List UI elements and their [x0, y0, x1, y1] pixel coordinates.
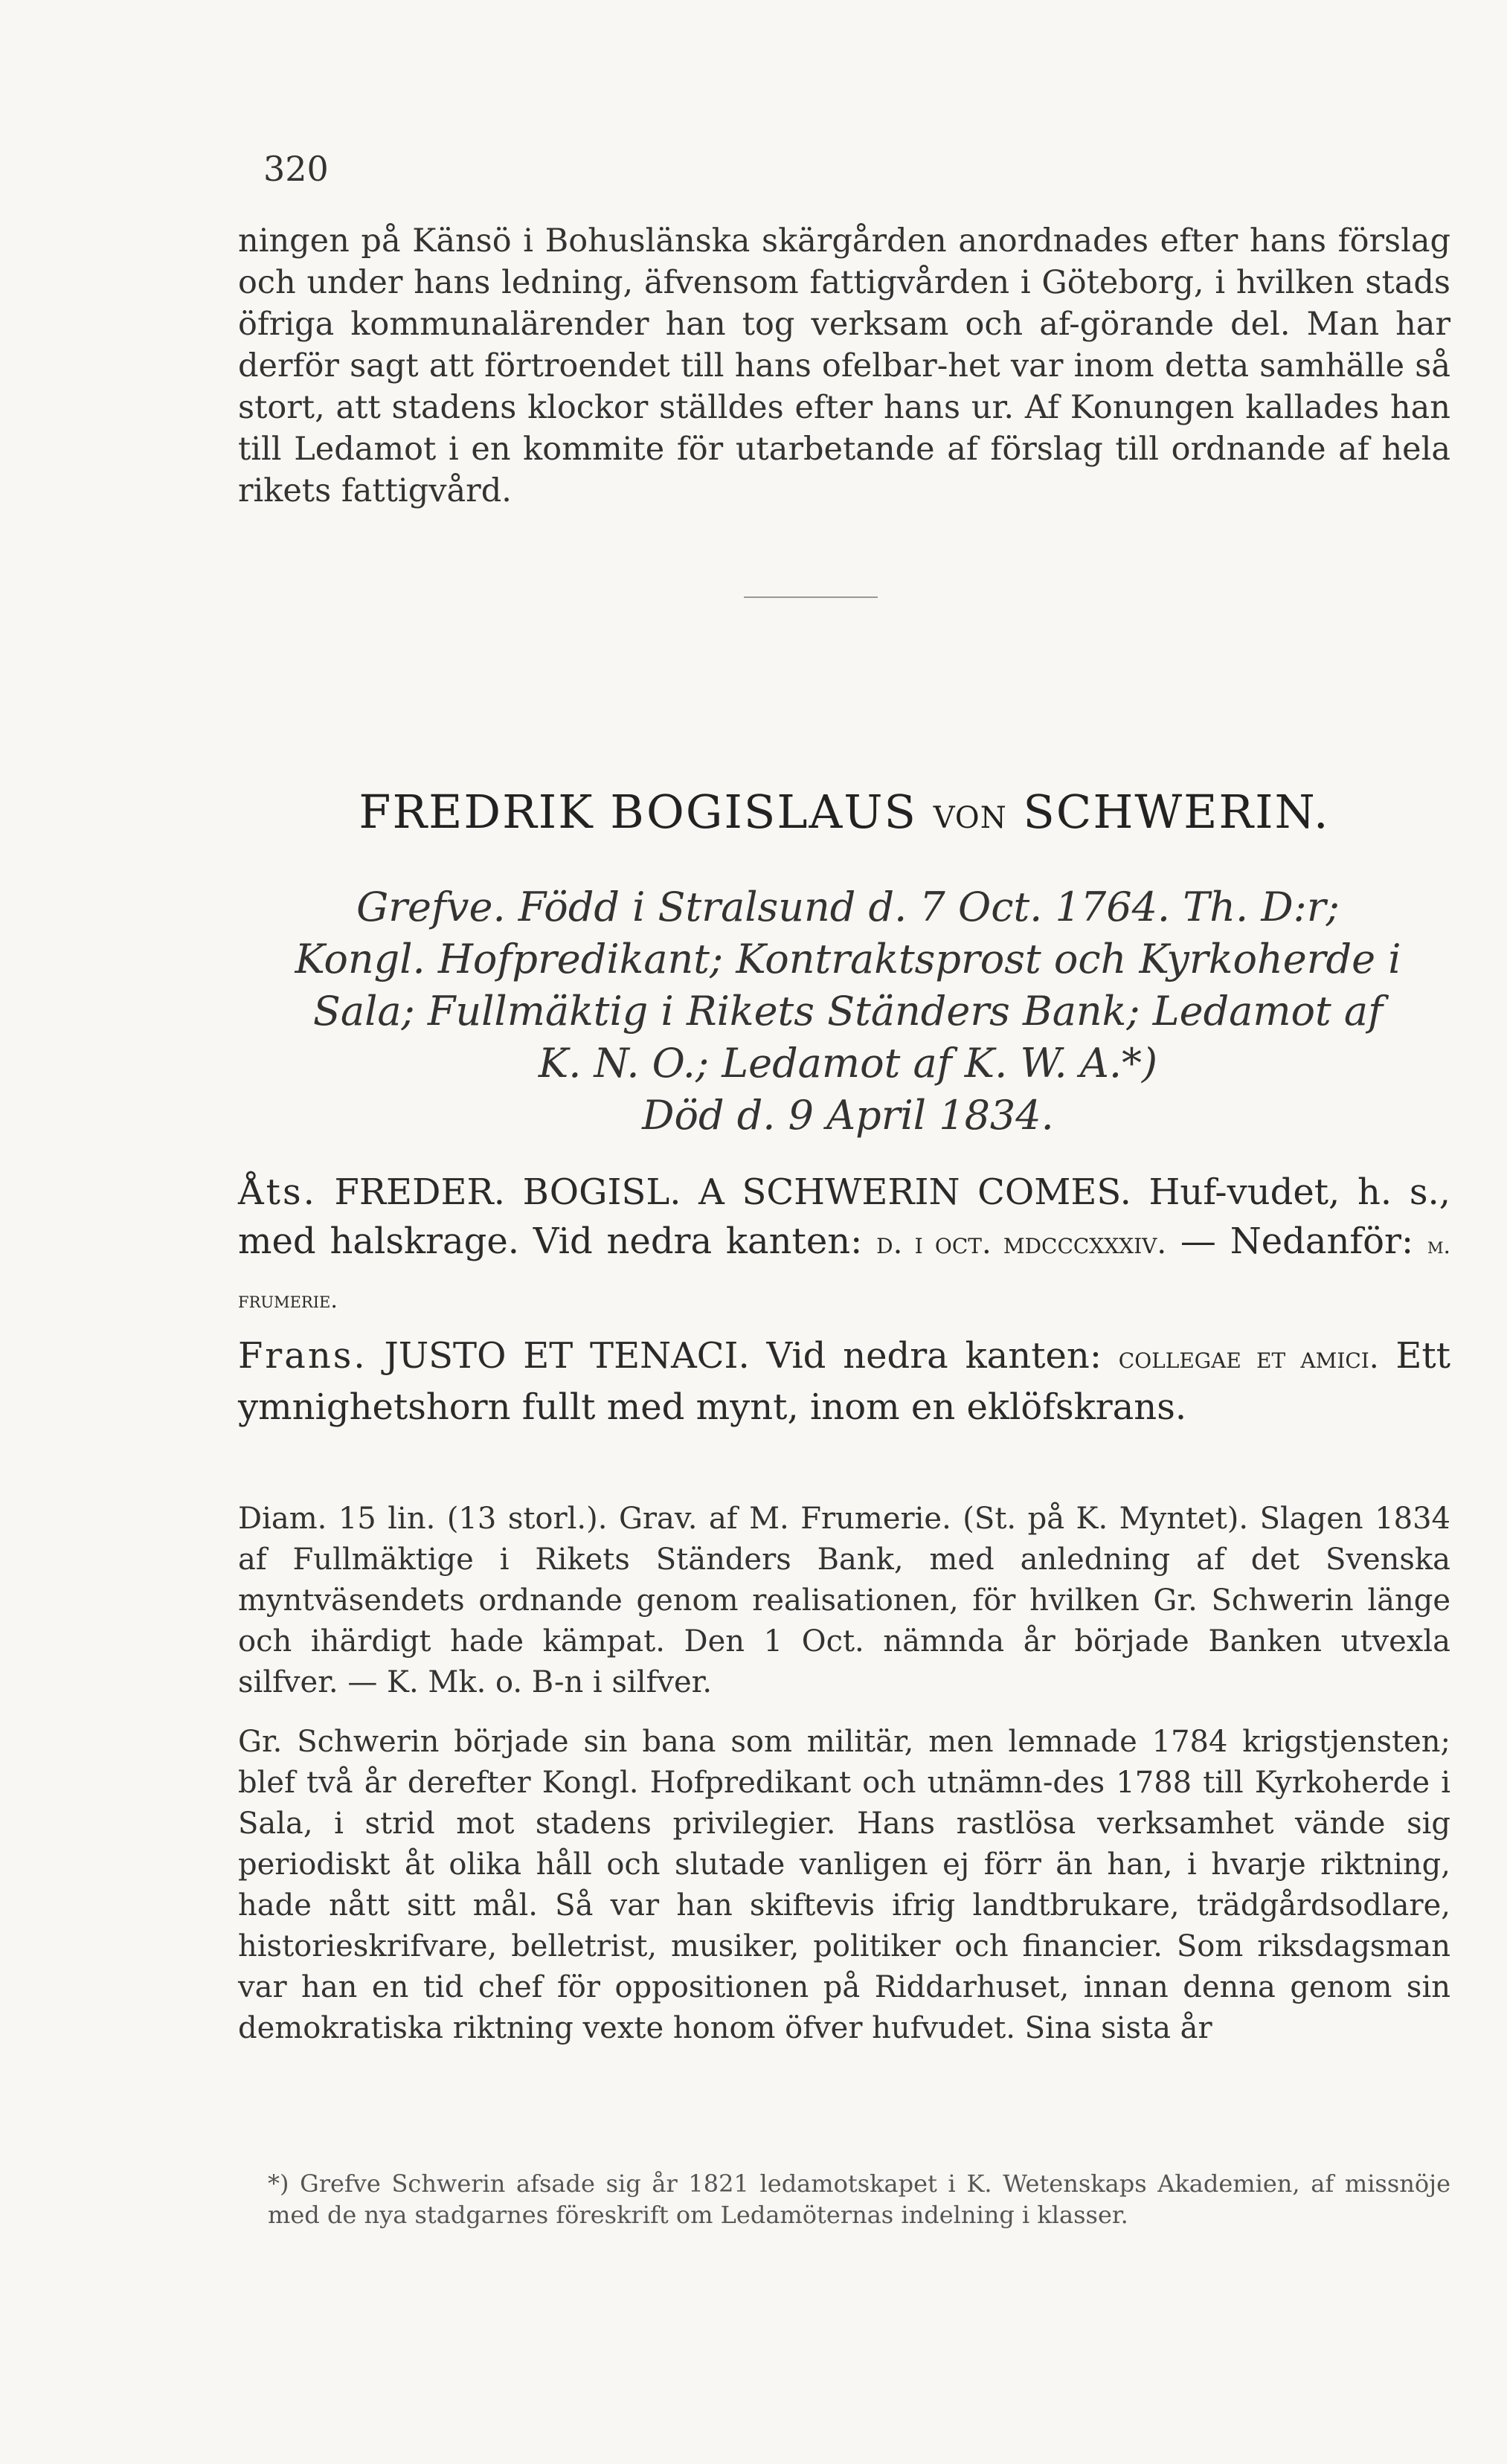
bio-line-1: Grefve. Född i Stralsund d. 7 Oct. 1764. Th. D:r; — [356, 884, 1340, 930]
footnote — [268, 2168, 1450, 2230]
intro-text: ningen på Känsö i Bohuslänska skärgården anordnades efter hans förslag och under hans ledning, äfvensom fattigvården i Göteborg, i hvilken stads öfriga kommunalärender han tog verksam och af-görande del. Man har derför sagt att förtroendet till hans ofelbar-het var inom detta samhälle så stort, att stadens klockor ställdes efter hans ur. Af Konungen kallades han till Ledamot i en kommite för utarbetande af förslag till ordnande af hela rikets fattigvård. — [238, 222, 1450, 509]
medal-details — [238, 1499, 1450, 1703]
obverse-description — [238, 1168, 1450, 1325]
biographical-history — [238, 1722, 1450, 2049]
reverse-text — [238, 1331, 1450, 1432]
history-text: Gr. Schwerin började sin bana som militär, men lemnade 1784 krigstjensten; blef två år derefter Kongl. Hofpredikant och utnämn-des 1788 till Kyrkoherde i Sala, i strid mot stadens privilegier. Hans rastlösa verksamhet vände sig periodiskt åt olika håll och slutade vanligen ej förr än han, i hvarje riktning, hade nått sitt mål. Så var han skiftevis ifrig landtbrukare, trädgårdsodlare, historieskrifvare, belletrist, musiker, politiker och financier. Som riksdagsman var han en tid chef för oppositionen på Riddarhuset, innan denna genom sin demokratiska riktning vexte honom öfver hufvudet. Sina sista år — [238, 1725, 1450, 2045]
bio-line-5: Död d. 9 April 1834. — [642, 1092, 1054, 1139]
heading-name-part2: SCHWERIN. — [1023, 785, 1330, 839]
heading-name-part1: FREDRIK BOGISLAUS — [359, 785, 917, 839]
reverse-edge-inscription: collegae et amici. — [1118, 1341, 1379, 1375]
obverse-below-label: — Nedanför: — [1180, 1220, 1414, 1262]
reverse-description — [238, 1331, 1450, 1432]
reverse-inscription: JUSTO ET TENACI. Vid nedra kanten: — [384, 1335, 1102, 1377]
obverse-engraver: m. frumerie. — [238, 1233, 1451, 1313]
heading-von: VON — [933, 801, 1007, 835]
page-number: 320 — [263, 149, 329, 189]
medal-heading — [238, 785, 1450, 839]
biography-block — [283, 881, 1413, 1142]
intro-paragraph — [238, 220, 1450, 512]
reverse-motif: Ett ymnighetshorn fullt med mynt, inom en eklöfskrans. — [238, 1335, 1450, 1428]
bio-line-4: K. N. O.; Ledamot af K. W. A.*) — [538, 1040, 1158, 1087]
section-divider — [744, 596, 878, 598]
obverse-inscription: FREDER. BOGISL. A SCHWERIN COMES. Huf-vudet, h. s., med halskrage. Vid nedra kanten: — [238, 1171, 1450, 1262]
bio-line-2: Kongl. Hofpredikant; Kontraktsprost och Kyrkoherde i — [295, 936, 1401, 982]
obverse-date-inscription: d. i oct. mdcccxxxiv. — [876, 1226, 1167, 1261]
bio-line-3: Sala; Fullmäktig i Rikets Ständers Bank; Ledamot af — [312, 988, 1384, 1035]
obverse-text — [238, 1168, 1450, 1325]
reverse-label: Frans. — [238, 1335, 367, 1377]
obverse-label: Åts. — [238, 1171, 317, 1213]
details-text: Diam. 15 lin. (13 storl.). Grav. af M. Frumerie. (St. på K. Myntet). Slagen 1834 af Fullmäktige i Rikets Ständers Bank, med anledning af det Svenska myntväsendets ordnande genom realisationen, för hvilken Gr. Schwerin länge och ihärdigt hade kämpat. Den 1 Oct. nämnda år började Banken utvexla silfver. — K. Mk. o. B-n i silfver. — [238, 1502, 1450, 1699]
footnote-text: *) Grefve Schwerin afsade sig år 1821 ledamotskapet i K. Wetenskaps Akademien, af missnöje med de nya stadgarnes föreskrift om Ledamöternas indelning i klasser. — [268, 2169, 1450, 2229]
